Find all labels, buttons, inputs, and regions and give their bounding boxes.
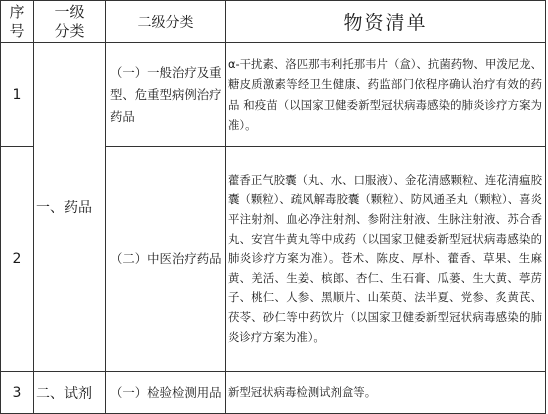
table-row bbox=[1, 372, 546, 414]
table-row bbox=[1, 43, 546, 147]
header-level1 bbox=[34, 1, 106, 43]
cell-seq: 1 bbox=[1, 43, 34, 147]
cell-level2: （一）检验检测用品 bbox=[106, 372, 226, 414]
cell-level1: 二、试剂 bbox=[34, 372, 106, 414]
header-level1-line2: 分类 bbox=[54, 21, 85, 40]
header-list: 物资清单 bbox=[226, 1, 546, 43]
cell-items: α-干扰素、洛匹那韦利托那韦片（盒）、抗菌药物、甲泼尼龙、糖皮质激素等经卫生健康、药监部门依程序确认治疗有效的药品 和疫苗（以国家卫健委新型冠状病毒感染的肺炎诊疗方案为准）。 bbox=[226, 43, 546, 147]
cell-seq: 2 bbox=[1, 147, 34, 372]
cell-level1: 一、药品 bbox=[34, 43, 106, 372]
header-level1-line1: 一级 bbox=[54, 2, 85, 21]
header-level2: 二级分类 bbox=[106, 1, 226, 43]
table-header-row bbox=[1, 1, 546, 43]
cell-items: 新型冠状病毒检测试剂盒等。 bbox=[226, 372, 546, 414]
cell-items: 藿香正气胶囊（丸、水、口服液）、金花清感颗粒、连花清瘟胶囊（颗粒）、疏风解毒胶囊（颗粒）、防风通圣丸（颗粒）、喜炎平注射剂、血必净注射剂、参附注射液、生脉注射液、苏合香丸、安宫牛黄丸等中成药（以国家卫健委新型冠状病毒感染的肺炎诊疗方案为准）。苍术、陈皮、厚朴、藿香、草果、生麻黄、羌活、生姜、槟郎、杏仁、生石膏、瓜蒌、生大黄、葶苈子、桃仁、人参、黑顺片、山茱萸、法半夏、党参、炙黄芪、茯苓、砂仁等中药饮片（以国家卫健委新型冠状病毒感染的肺炎诊疗方案为准）。 bbox=[226, 147, 546, 372]
header-seq bbox=[1, 1, 34, 43]
header-seq-line1: 序 bbox=[9, 2, 25, 21]
cell-level2: （二）中医治疗药品 bbox=[106, 147, 226, 372]
cell-level2: （一）一般治疗及重型、危重型病例治疗药品 bbox=[106, 43, 226, 147]
header-seq-line2: 号 bbox=[9, 21, 25, 40]
cell-seq: 3 bbox=[1, 372, 34, 414]
